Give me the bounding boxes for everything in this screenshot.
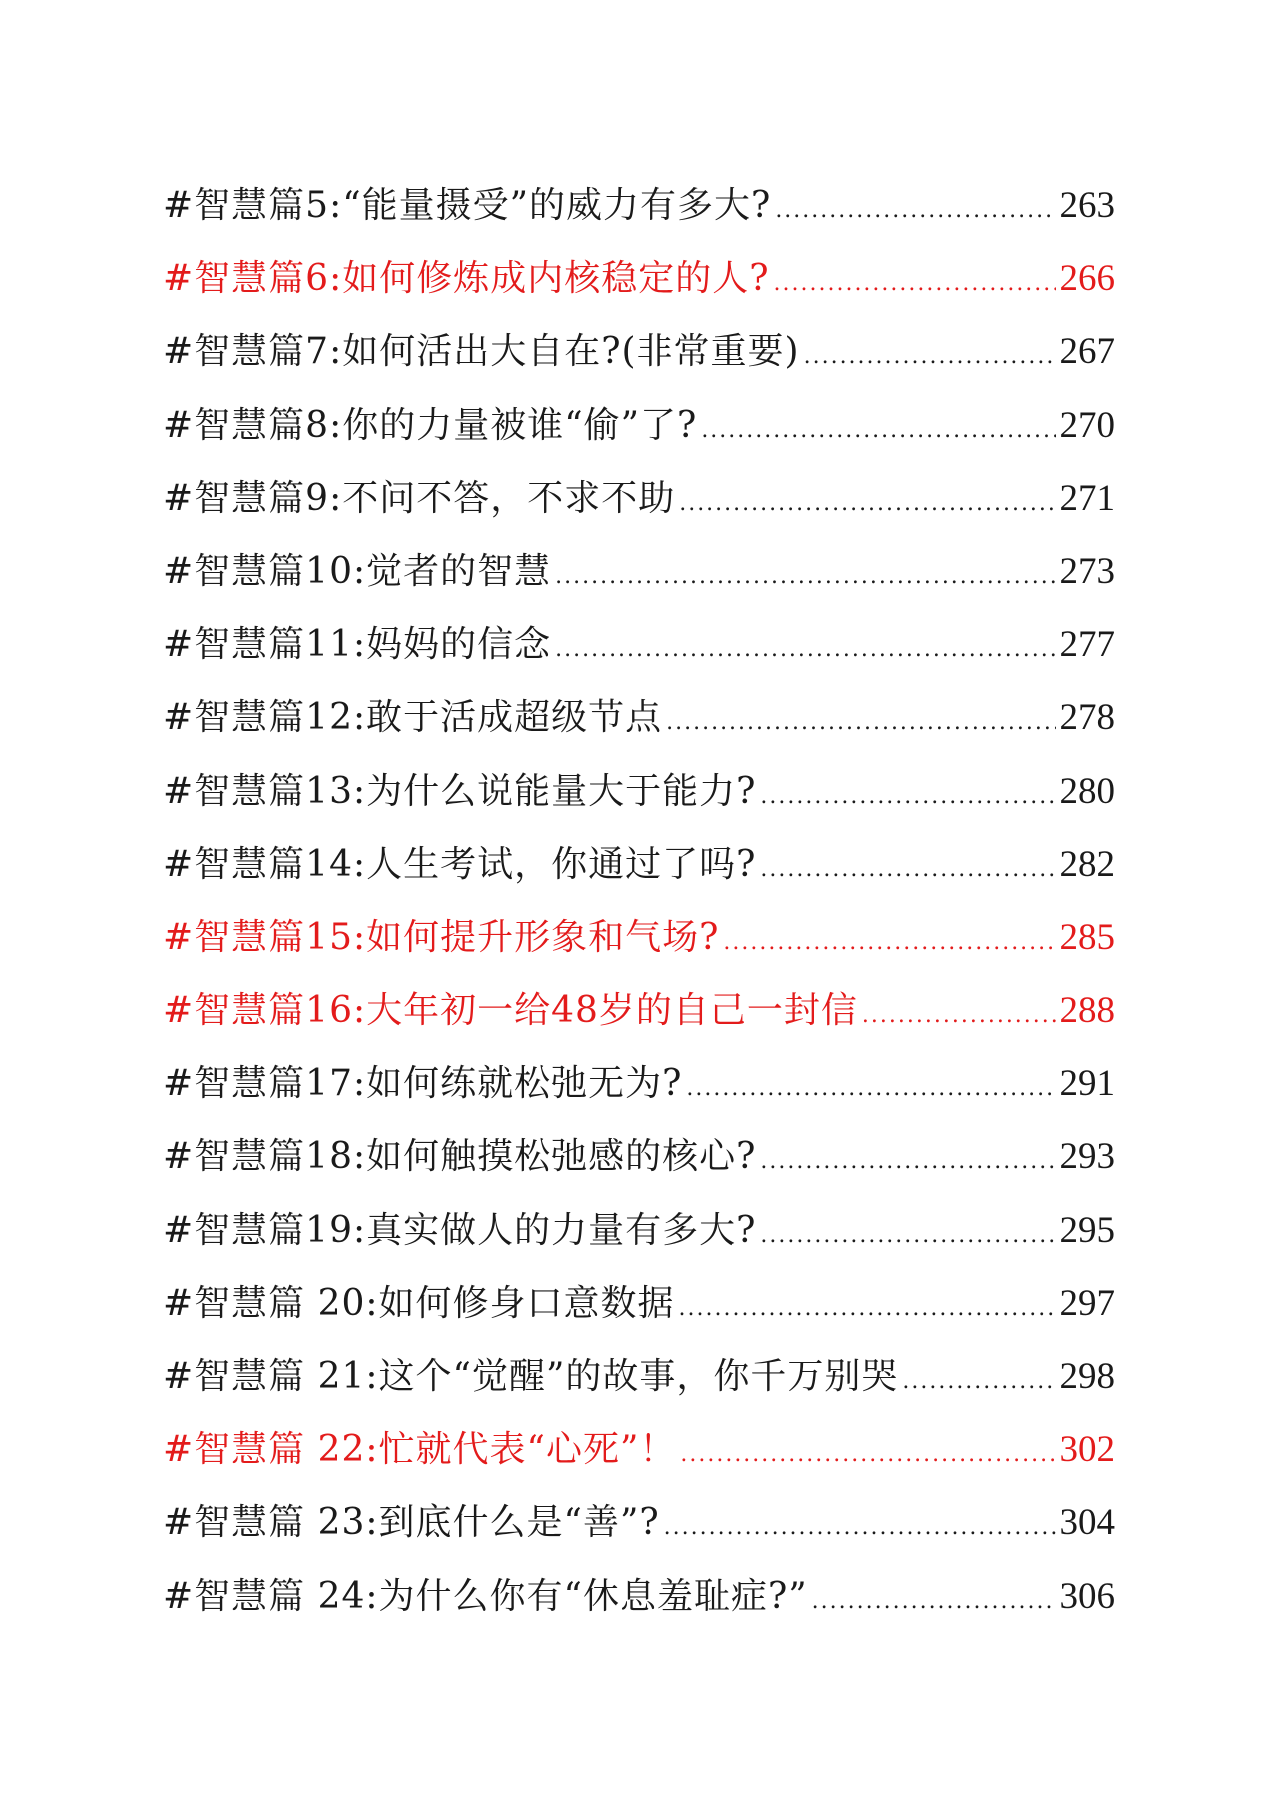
toc-entry-title: #智慧篇8:你的力量被谁“偷”了? — [163, 404, 698, 446]
toc-entry-page-number: 266 — [1059, 258, 1115, 300]
dot-leader — [686, 1059, 1055, 1119]
dot-leader — [680, 1425, 1055, 1485]
toc-entry-title: #智慧篇 23:到底什么是“善”? — [163, 1502, 660, 1544]
toc-entry-title: #智慧篇18:如何触摸松弛感的核心? — [163, 1136, 757, 1178]
toc-entry[interactable] — [163, 322, 1115, 395]
toc-entry[interactable] — [163, 1127, 1115, 1200]
toc-entry-title: #智慧篇15:如何提升形象和气场? — [163, 916, 720, 958]
dot-leader — [760, 1132, 1055, 1192]
toc-entry[interactable] — [163, 1567, 1115, 1640]
table-of-contents — [163, 176, 1115, 1640]
toc-entry-title: #智慧篇9:不问不答，不求不助 — [163, 477, 676, 519]
dot-leader — [760, 767, 1055, 827]
toc-entry-page-number: 263 — [1059, 185, 1115, 226]
toc-entry-page-number: 304 — [1059, 1502, 1115, 1544]
dot-leader — [723, 913, 1055, 973]
toc-entry[interactable] — [163, 688, 1115, 761]
toc-entry-title: #智慧篇 20:如何修身口意数据 — [163, 1282, 675, 1324]
dot-leader — [902, 1352, 1055, 1412]
dot-leader — [760, 1206, 1055, 1266]
toc-entry-title: #智慧篇10:觉者的智慧 — [163, 550, 552, 592]
dot-leader — [555, 620, 1055, 680]
toc-entry-title: #智慧篇16:大年初一给48岁的自己一封信 — [163, 990, 858, 1032]
toc-entry-page-number: 295 — [1059, 1209, 1115, 1251]
toc-entry-page-number: 285 — [1059, 916, 1115, 958]
toc-entry[interactable] — [163, 249, 1115, 322]
toc-entry-title: #智慧篇17:如何练就松弛无为? — [163, 1063, 683, 1105]
toc-entry-title: #智慧篇 24:为什么你有“休息羞耻症?” — [163, 1575, 808, 1617]
toc-entry[interactable] — [163, 176, 1115, 249]
toc-entry-title: #智慧篇7:如何活出大自在?(非常重要) — [163, 331, 800, 373]
toc-entry-page-number: 267 — [1059, 331, 1115, 373]
dot-leader — [804, 327, 1056, 387]
toc-entry-page-number: 273 — [1059, 550, 1115, 592]
toc-entry[interactable] — [163, 1493, 1115, 1566]
toc-entry-title: #智慧篇 21:这个“觉醒”的故事，你千万别哭 — [163, 1356, 899, 1397]
toc-entry-title: #智慧篇11:妈妈的信念 — [163, 624, 552, 666]
toc-entry-title: #智慧篇19:真实做人的力量有多大? — [163, 1209, 757, 1251]
toc-entry-page-number: 277 — [1059, 624, 1115, 666]
dot-leader — [812, 1572, 1056, 1632]
toc-entry-page-number: 282 — [1059, 843, 1115, 885]
toc-entry-page-number: 278 — [1059, 697, 1115, 739]
toc-entry[interactable] — [163, 908, 1115, 981]
toc-entry[interactable] — [163, 1420, 1115, 1493]
dot-leader — [664, 1498, 1056, 1558]
dot-leader — [555, 547, 1055, 607]
toc-entry-page-number: 306 — [1059, 1575, 1115, 1617]
toc-entry[interactable] — [163, 1347, 1115, 1420]
toc-entry-page-number: 293 — [1059, 1136, 1115, 1178]
toc-entry-title: #智慧篇 22:忙就代表“心死”！ — [163, 1429, 677, 1471]
toc-entry-page-number: 291 — [1059, 1063, 1115, 1105]
toc-entry-title: #智慧篇12:敢于活成超级节点 — [163, 697, 663, 739]
toc-entry[interactable] — [163, 762, 1115, 835]
toc-entry[interactable] — [163, 396, 1115, 469]
dot-leader — [760, 840, 1055, 900]
toc-entry[interactable] — [163, 1201, 1115, 1274]
dot-leader — [666, 693, 1055, 753]
toc-entry-title: #智慧篇6:如何修炼成内核稳定的人? — [163, 258, 770, 300]
toc-entry-title: #智慧篇14:人生考试，你通过了吗? — [163, 843, 757, 885]
toc-entry[interactable] — [163, 469, 1115, 542]
dot-leader — [679, 474, 1055, 534]
dot-leader — [679, 1279, 1056, 1339]
dot-leader — [701, 401, 1055, 461]
toc-entry[interactable] — [163, 835, 1115, 908]
toc-entry[interactable] — [163, 1054, 1115, 1127]
toc-entry[interactable] — [163, 981, 1115, 1054]
toc-entry-page-number: 302 — [1059, 1429, 1115, 1471]
toc-entry-page-number: 280 — [1059, 770, 1115, 812]
toc-entry-page-number: 298 — [1059, 1356, 1115, 1397]
toc-entry-title: #智慧篇13:为什么说能量大于能力? — [163, 770, 757, 812]
dot-leader — [862, 986, 1056, 1046]
toc-entry-page-number: 288 — [1059, 990, 1115, 1032]
toc-entry-page-number: 270 — [1059, 404, 1115, 446]
toc-entry-page-number: 271 — [1059, 477, 1115, 519]
toc-entry-page-number: 297 — [1059, 1282, 1115, 1324]
dot-leader — [775, 181, 1055, 241]
toc-entry[interactable] — [163, 542, 1115, 615]
dot-leader — [774, 254, 1056, 314]
toc-entry[interactable] — [163, 1274, 1115, 1347]
toc-entry-title: #智慧篇5:“能量摄受”的威力有多大? — [163, 185, 772, 226]
toc-entry[interactable] — [163, 615, 1115, 688]
